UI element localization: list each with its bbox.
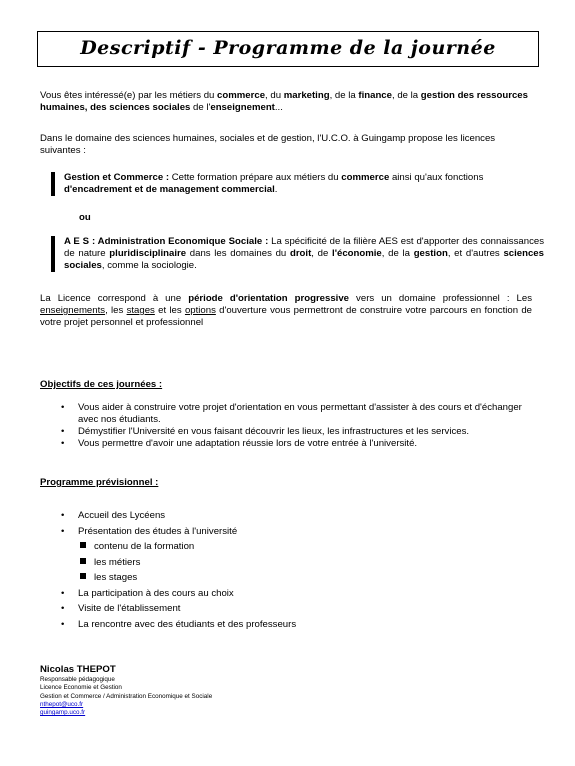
intro-licences-paragraph: Dans le domaine des sciences humaines, sociales et de gestion, l'U.C.O. à Guingamp propose les licences suivantes : bbox=[40, 133, 496, 157]
signature-email-link[interactable]: nthepot@uco.fr bbox=[40, 700, 84, 708]
gc-bold: d'encadrement et de management commercial bbox=[64, 184, 275, 196]
aes-text: dans les domaines du bbox=[186, 248, 290, 260]
signature-line2: Gestion et Commerce / Administration Economique et Sociale bbox=[40, 692, 213, 700]
list-item: • Visite de l'établissement bbox=[40, 601, 532, 617]
programme-list bbox=[40, 508, 532, 539]
intro-bold-commerce: commerce bbox=[217, 90, 266, 101]
licence-paragraph bbox=[40, 293, 532, 329]
ou-label bbox=[79, 212, 179, 224]
licence-underline-enseignements: enseignements bbox=[40, 305, 106, 317]
aes-block bbox=[51, 236, 544, 272]
aes-text: , comme la sociologie. bbox=[101, 260, 197, 272]
intro-bold-enseignement: enseignement bbox=[210, 102, 275, 114]
aes-bold: pluridisciplinaire bbox=[109, 248, 187, 260]
document-title: Descriptif - Programme de la journée bbox=[80, 37, 496, 60]
objectifs-list bbox=[40, 402, 532, 450]
programme-sub-list bbox=[40, 539, 532, 586]
signature-name: Nicolas THEPOT bbox=[40, 664, 116, 675]
list-item: • Accueil des Lycéens bbox=[40, 508, 532, 524]
intro-text: de l' bbox=[190, 102, 211, 114]
licence-text: La Licence correspond à une bbox=[40, 293, 189, 304]
licence-text: et les bbox=[154, 305, 185, 317]
programme-list-container bbox=[40, 508, 532, 632]
aes-bold: gestion bbox=[413, 248, 448, 260]
objectifs-list-container bbox=[40, 402, 532, 450]
intro-text: , de la bbox=[391, 90, 421, 101]
programme-list-after bbox=[40, 586, 532, 633]
signature-block bbox=[40, 664, 340, 718]
signature-site-link[interactable]: guingamp.uco.fr bbox=[40, 709, 86, 717]
gc-bold: commerce bbox=[341, 172, 390, 183]
aes-text: , de la bbox=[381, 248, 414, 260]
programme-heading-text: Programme prévisionnel : bbox=[40, 477, 159, 488]
title-box bbox=[37, 31, 539, 67]
sub-list-item: contenu de la formation bbox=[40, 539, 532, 555]
list-item: • La participation à des cours au choix bbox=[40, 586, 532, 602]
list-item: • Démystifier l'Université en vous faisant découvrir les lieux, les infrastructures et les services. bbox=[40, 426, 532, 438]
gc-text: . bbox=[274, 184, 278, 196]
aes-label: A E S : Administration Economique Sociale : bbox=[64, 236, 269, 247]
aes-bold: droit bbox=[289, 248, 312, 260]
licence-underline-stages: stages bbox=[126, 305, 155, 317]
licence-text: vers un domaine professionnel : Les bbox=[349, 293, 532, 304]
licence-underline-options: options bbox=[184, 305, 216, 317]
intro-bold-grh: gestion des ressources humaines, des sciences sociales bbox=[40, 90, 528, 114]
ou-text: ou bbox=[79, 212, 91, 223]
aes-text: La spécificité de la filière AES est d'apporter des connaissances de nature bbox=[64, 236, 544, 260]
gc-text: ainsi qu'aux fonctions bbox=[389, 172, 484, 183]
list-item: • La rencontre avec des étudiants et des professeurs bbox=[40, 617, 532, 633]
signature-line1: Licence Economie et Gestion bbox=[40, 684, 122, 692]
intro-text: Vous êtes intéressé(e) par les métiers du bbox=[40, 90, 218, 101]
intro-bold-finance: finance bbox=[358, 90, 392, 101]
aes-text: , et d'autres bbox=[447, 248, 504, 260]
programme-heading bbox=[40, 477, 532, 489]
gestion-commerce-label: Gestion et Commerce : bbox=[64, 172, 170, 183]
objectifs-heading bbox=[40, 379, 532, 391]
aes-bold: l'économie bbox=[332, 248, 382, 260]
sub-list-item: les stages bbox=[40, 570, 532, 586]
licence-bold: période d'orientation progressive bbox=[188, 293, 350, 304]
gestion-commerce-block bbox=[51, 172, 544, 196]
intro-bold-marketing: marketing bbox=[283, 90, 330, 101]
intro-text: ... bbox=[274, 102, 283, 114]
licence-text: d'ouverture vous permettront de construire votre parcours en fonction de votre projet personnel et professionnel bbox=[40, 305, 533, 329]
intro-paragraph bbox=[40, 90, 532, 114]
list-item: • Présentation des études à l'université bbox=[40, 524, 532, 540]
list-item: • Vous permettre d'avoir une adaptation réussie lors de votre entrée à l'université. bbox=[40, 438, 532, 450]
aes-text: , de bbox=[311, 248, 333, 260]
sub-list-item: les métiers bbox=[40, 555, 532, 571]
aes-bold: sciences sociales bbox=[64, 248, 544, 272]
objectifs-heading-text: Objectifs de ces journées : bbox=[40, 379, 163, 390]
list-item: • Vous aider à construire votre projet d'orientation en vous permettant d'assister à des cours et d'échanger avec nos étudiants. bbox=[40, 402, 532, 426]
intro-text: , du bbox=[265, 90, 284, 101]
gc-text: Cette formation prépare aux métiers du bbox=[169, 172, 342, 183]
intro-text: , de la bbox=[329, 90, 359, 101]
licence-text: , les bbox=[105, 305, 127, 317]
signature-role: Responsable pédagogique bbox=[40, 676, 115, 684]
